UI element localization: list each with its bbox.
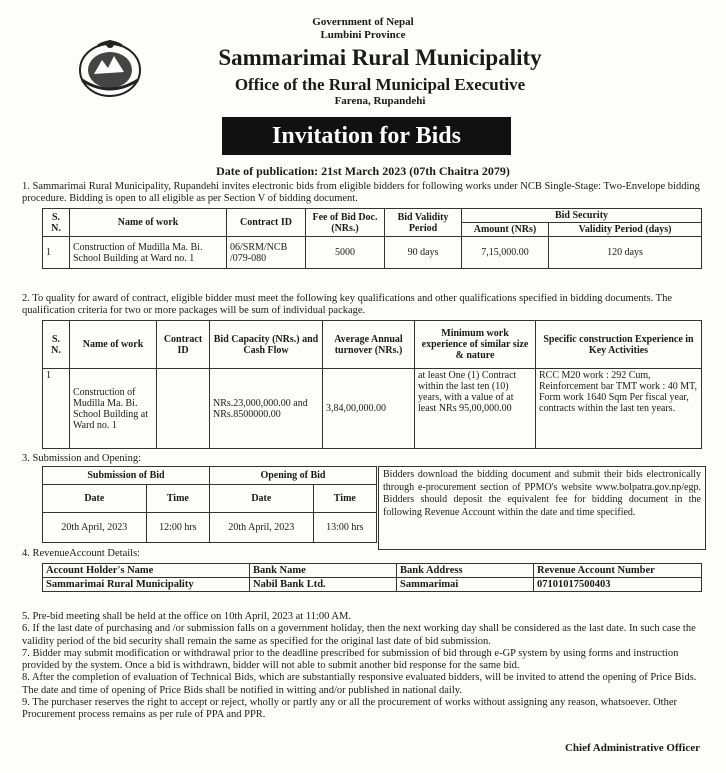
- acc-header-holder: Account Holder's Name: [43, 564, 250, 578]
- q-cell-experience: at least One (1) Contract within the last ten (10) years, with a value of at least NRs 95,00,000.00: [415, 369, 536, 449]
- municipality-title: Sammarimai Rural Municipality: [218, 45, 542, 70]
- q-cell-turnover: 3,84,00,000.00: [323, 369, 415, 449]
- cell-fee: 5000: [306, 237, 385, 269]
- acc-bank: Nabil Bank Ltd.: [250, 578, 397, 592]
- acc-header-address: Bank Address: [397, 564, 534, 578]
- notes-list: [22, 611, 702, 722]
- open-time-label: Time: [313, 485, 376, 513]
- publication-date: Date of publication: 21st March 2023 (07th Chaitra 2079): [216, 164, 510, 178]
- q-header-capacity: Bid Capacity (NRs.) and Cash Flow: [210, 321, 323, 369]
- header-name: Name of work: [70, 209, 227, 237]
- cell-security-period: 120 days: [549, 237, 702, 269]
- sub-time-label: Time: [146, 485, 209, 513]
- q-cell-specific: RCC M20 work : 292 Cum, Reinforcement bar TMT work : 40 MT, Form work 1640 Sqm Per fiscal year, contracts within the last ten years.: [536, 369, 702, 449]
- q-cell-sn: 1: [43, 369, 70, 449]
- qualification-table: [42, 320, 702, 449]
- note-item: 7. Bidder may submit modification or withdrawal prior to the deadline prescribed for submission of bid through e-GP system by using forms and instruction provided by the system. Once a bid is withdrawn, bidder will not able to submit another bid response for the same bid.: [22, 647, 679, 672]
- header-amount: Amount (NRs): [462, 223, 549, 237]
- cell-name: Construction of Mudilla Ma. Bi. School Building at Ward no. 1: [70, 237, 227, 269]
- acc-address: Sammarimai: [397, 578, 534, 592]
- sub-date-label: Date: [43, 485, 147, 513]
- nepal-government-emblem-icon: [72, 34, 148, 102]
- header-sn: S. N.: [43, 209, 70, 237]
- acc-header-number: Revenue Account Number: [534, 564, 702, 578]
- note-item: 8. After the completion of evaluation of Technical Bids, which are substantially responsive evaluated bidders, will be invited to attend the opening of Price Bids. The date and time of opening of Price Bids shall be notified in witting and/or published in national daily.: [22, 672, 697, 696]
- note-item: 6. If the last date of purchasing and /or submission falls on a government holiday, then the next working day shall be considered as the last date. In such case the validity period of the bid security shall remain the same as specified for the original last date of bid submission.: [22, 623, 696, 647]
- section4-title: 4. RevenueAccount Details:: [22, 548, 141, 559]
- cell-contract: 06/SRM/NCB /079-080: [227, 237, 306, 269]
- section2-text: 2. To quality for award of contract, eligible bidder must meet the following key qualifications and other qualifications specified in bidding documents. The qualification criteria for two or more packages will be sum of individual package.: [22, 293, 673, 316]
- acc-header-bank: Bank Name: [250, 564, 397, 578]
- open-date: 20th April, 2023: [209, 513, 313, 543]
- open-date-label: Date: [209, 485, 313, 513]
- header-security: Bid Security: [462, 209, 702, 223]
- note-item: 9. The purchaser reserves the right to accept or reject, wholly or partly any or all the procurement of works without assigning any reason, whatsoever. Other Procurement process remains as per rule of PPA and PPR.: [22, 697, 677, 721]
- note-item: 5. Pre-bid meeting shall be held at the office on 10th April, 2023 at 11:00 AM.: [22, 611, 351, 622]
- sub-time: 12:00 hrs: [146, 513, 209, 543]
- header-validity: Bid Validity Period: [385, 209, 462, 237]
- opening-header: Opening of Bid: [209, 467, 376, 485]
- acc-holder: Sammarimai Rural Municipality: [43, 578, 250, 592]
- header-security-period: Validity Period (days): [549, 223, 702, 237]
- sub-date: 20th April, 2023: [43, 513, 147, 543]
- province-label: Lumbini Province: [320, 29, 406, 41]
- submission-instructions: Bidders download the bidding document and submit their bids electronically through e-procurement section of PPMO's website www.bolpatra.gov.np/egp. Bidders should deposit the equivalent fee for bidding document in the following Revenue Account within the date and time specified.: [378, 466, 706, 550]
- office-title: Office of the Rural Municipal Executive: [234, 75, 526, 94]
- bid-table: [42, 208, 702, 269]
- q-header-contract: Contract ID: [157, 321, 210, 369]
- q-header-experience: Minimum work experience of similar size & nature: [415, 321, 536, 369]
- cell-validity: 90 days: [385, 237, 462, 269]
- section3-title: 3. Submission and Opening:: [22, 453, 142, 464]
- government-label: Government of Nepal: [312, 16, 414, 28]
- q-cell-contract: [157, 369, 210, 449]
- cell-amount: 7,15,000.00: [462, 237, 549, 269]
- submission-table: [42, 466, 377, 543]
- q-cell-capacity: NRs.23,000,000.00 and NRs.8500000.00: [210, 369, 323, 449]
- q-header-specific: Specific construction Experience in Key Activities: [536, 321, 702, 369]
- q-header-sn: S. N.: [43, 321, 70, 369]
- account-table: [42, 563, 702, 592]
- q-cell-name: Construction of Mudilla Ma. Bi. School Building at Ward no. 1: [70, 369, 157, 449]
- section1-text: 1. Sammarimai Rural Municipality, Rupandehi invites electronic bids from eligible bidders for following works under NCB Single-Stage: Two-Envelope bidding procedure. Bidding is open to all eligible as per Section V of bidding document.: [22, 181, 700, 204]
- header-fee: Fee of Bid Doc. (NRs.): [306, 209, 385, 237]
- cell-sn: 1: [43, 237, 70, 269]
- invitation-banner: Invitation for Bids: [222, 117, 511, 155]
- acc-number: 07101017500403: [534, 578, 702, 592]
- submission-header: Submission of Bid: [43, 467, 210, 485]
- header-contract: Contract ID: [227, 209, 306, 237]
- q-header-turnover: Average Annual turnover (NRs.): [323, 321, 415, 369]
- signature: Chief Administrative Officer: [564, 742, 700, 754]
- open-time: 13:00 hrs: [313, 513, 376, 543]
- q-header-name: Name of work: [70, 321, 157, 369]
- location-label: Farena, Rupandehi: [334, 95, 426, 107]
